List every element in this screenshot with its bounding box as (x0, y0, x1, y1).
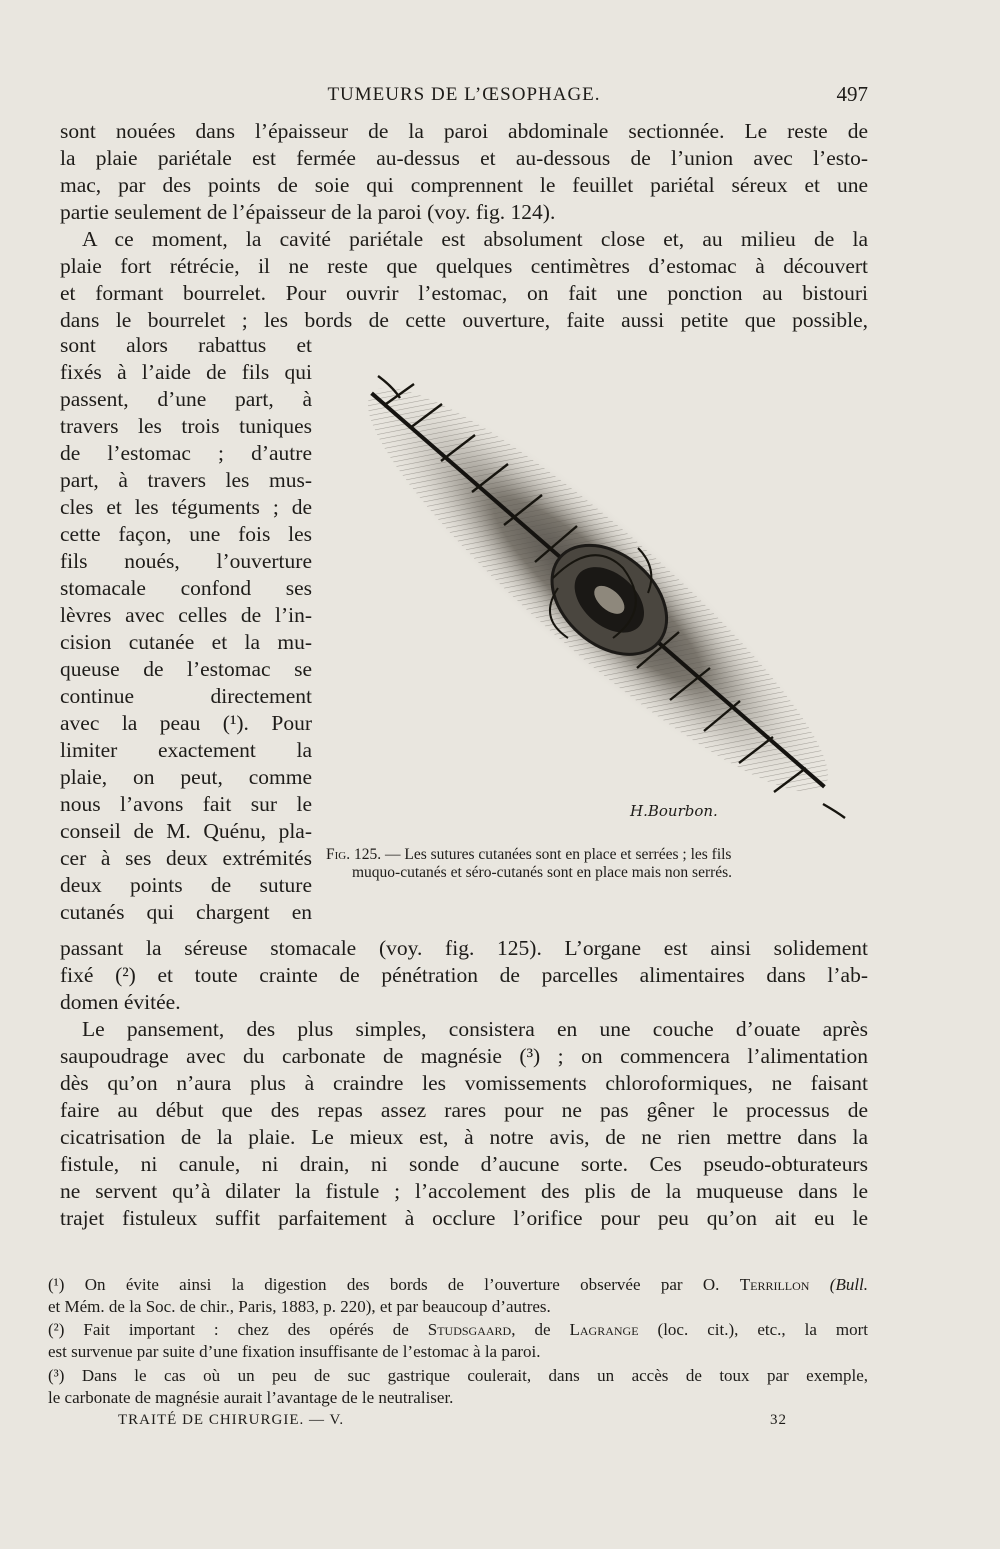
figure-caption-text-1: — Les sutures cutanées sont en place et serrées ; les fils (384, 846, 732, 863)
footnote-author: Lagrange (569, 1320, 639, 1339)
text-line: mac, par des points de soie qui comprennent le feuillet pariétal séreux et une (60, 173, 868, 197)
text-line: cision cutanée et la mu- (60, 630, 312, 654)
text-line: cicatrisation de la plaie. Le mieux est, à notre avis, de ne rien mettre dans la (60, 1125, 868, 1149)
footnote-author: Studsgaard (427, 1320, 512, 1339)
text-line: saupoudrage avec du carbonate de magnésie (³) ; on commencera l’alimentation (60, 1044, 868, 1068)
footnote-3-line-2: le carbonate de magnésie aurait l’avantage de le neutraliser. (48, 1388, 454, 1407)
text-line: cles et les téguments ; de (60, 495, 312, 519)
text-line: avec la peau (¹). Pour (60, 711, 312, 735)
figure-caption-line-1 (326, 846, 731, 864)
figure-number: Fig. 125. (326, 846, 382, 863)
footnote-journal: (Bull. (829, 1275, 869, 1294)
text-line: fixé (²) et toute crainte de pénétration de parcelles alimentaires dans l’ab- (60, 963, 868, 987)
text-line: fils noués, l’ouverture (60, 549, 312, 573)
footnote-1-line-2: et Mém. de la Soc. de chir., Paris, 1883, p. 220), et par beaucoup d’autres. (48, 1297, 551, 1316)
text-line: passant la séreuse stomacale (voy. fig. 125). L’organe est ainsi solidement (60, 936, 868, 960)
text-line: passent, d’une part, à (60, 387, 312, 411)
running-title: TUMEURS DE L’ŒSOPHAGE. (327, 84, 601, 105)
text-line: partie seulement de l’épaisseur de la paroi (voy. fig. 124). (60, 200, 556, 224)
footnote-text: (¹) On évite ainsi la digestion des bords de l’ouverture observée par O. (48, 1275, 720, 1294)
text-line: fistule, ni canule, ni drain, ni sonde d’aucune sorte. Ces pseudo-obturateurs (60, 1152, 868, 1176)
text-line: part, à travers les mus- (60, 468, 312, 492)
text-line: dans le bourrelet ; les bords de cette ouverture, faite aussi petite que possible, (60, 308, 868, 332)
page-number: 497 (836, 82, 868, 106)
running-head (60, 84, 868, 114)
book-title-signature: TRAITÉ DE CHIRURGIE. — V. (118, 1412, 345, 1428)
text-line: faire au début que des repas assez rares pour ne pas gêner le processus de (60, 1098, 868, 1122)
text-line: domen évitée. (60, 990, 181, 1014)
text-line: plaie fort rétrécie, il ne reste que quelques centimètres d’estomac à découvert (60, 254, 868, 278)
text-line: lèvres avec celles de l’in- (60, 603, 312, 627)
figure-125-illustration (328, 358, 868, 828)
footnote-text: , de (511, 1320, 551, 1339)
footnote-3-line-1: (³) Dans le cas où un peu de suc gastrique coulerait, dans un accès de toux par exemple, (48, 1366, 868, 1385)
text-line: conseil de M. Quénu, pla- (60, 819, 312, 843)
text-line: cutanés qui chargent en (60, 900, 312, 924)
footnote-author: Terrillon (739, 1275, 810, 1294)
footnote-text: (²) Fait important : chez des opérés de (48, 1320, 409, 1339)
engraver-signature: H.Bourbon. (630, 802, 718, 820)
footnote-text: (loc. cit.), etc., la mort (657, 1320, 868, 1339)
text-line: cer à ses deux extrémités (60, 846, 312, 870)
signature-number: 32 (770, 1412, 787, 1428)
text-line: fixés à l’aide de fils qui (60, 360, 312, 384)
text-line: queuse de l’estomac se (60, 657, 312, 681)
footnote-2-line-2: est survenue par suite d’une fixation insuffisante de l’estomac à la paroi. (48, 1342, 541, 1361)
text-line: sont alors rabattus et (60, 333, 312, 357)
text-line: travers les trois tuniques (60, 414, 312, 438)
text-line: de l’estomac ; d’autre (60, 441, 312, 465)
text-line: et formant bourrelet. Pour ouvrir l’estomac, on fait une ponction au bistouri (60, 281, 868, 305)
figure-caption-line-2: muquo-cutanés et séro-cutanés sont en place mais non serrés. (352, 864, 733, 881)
text-line: stomacale confond ses (60, 576, 312, 600)
text-line: dès qu’on n’aura plus à craindre les vomissements chloroformiques, ne faisant (60, 1071, 868, 1095)
suture-engraving (328, 358, 868, 828)
text-line: sont nouées dans l’épaisseur de la paroi abdominale sectionnée. Le reste de (60, 119, 868, 143)
text-line: la plaie pariétale est fermée au-dessus et au-dessous de l’union avec l’esto- (60, 146, 868, 170)
text-line: deux points de suture (60, 873, 312, 897)
text-line: A ce moment, la cavité pariétale est absolument close et, au milieu de la (82, 227, 868, 251)
text-line: nous l’avons fait sur le (60, 792, 312, 816)
text-line: cette façon, une fois les (60, 522, 312, 546)
text-line: limiter exactement la (60, 738, 312, 762)
text-line: ne servent qu’à dilater la fistule ; l’accolement des plis de la muqueuse dans le (60, 1179, 868, 1203)
text-line: plaie, on peut, comme (60, 765, 312, 789)
text-line: continue directement (60, 684, 312, 708)
text-line: Le pansement, des plus simples, consistera en une couche d’ouate après (82, 1017, 868, 1041)
footnote-2-line-1 (48, 1320, 868, 1340)
footnote-1-line-1 (48, 1275, 868, 1295)
text-line: trajet fistuleux suffit parfaitement à occlure l’orifice pour peu qu’on ait eu le (60, 1206, 868, 1230)
